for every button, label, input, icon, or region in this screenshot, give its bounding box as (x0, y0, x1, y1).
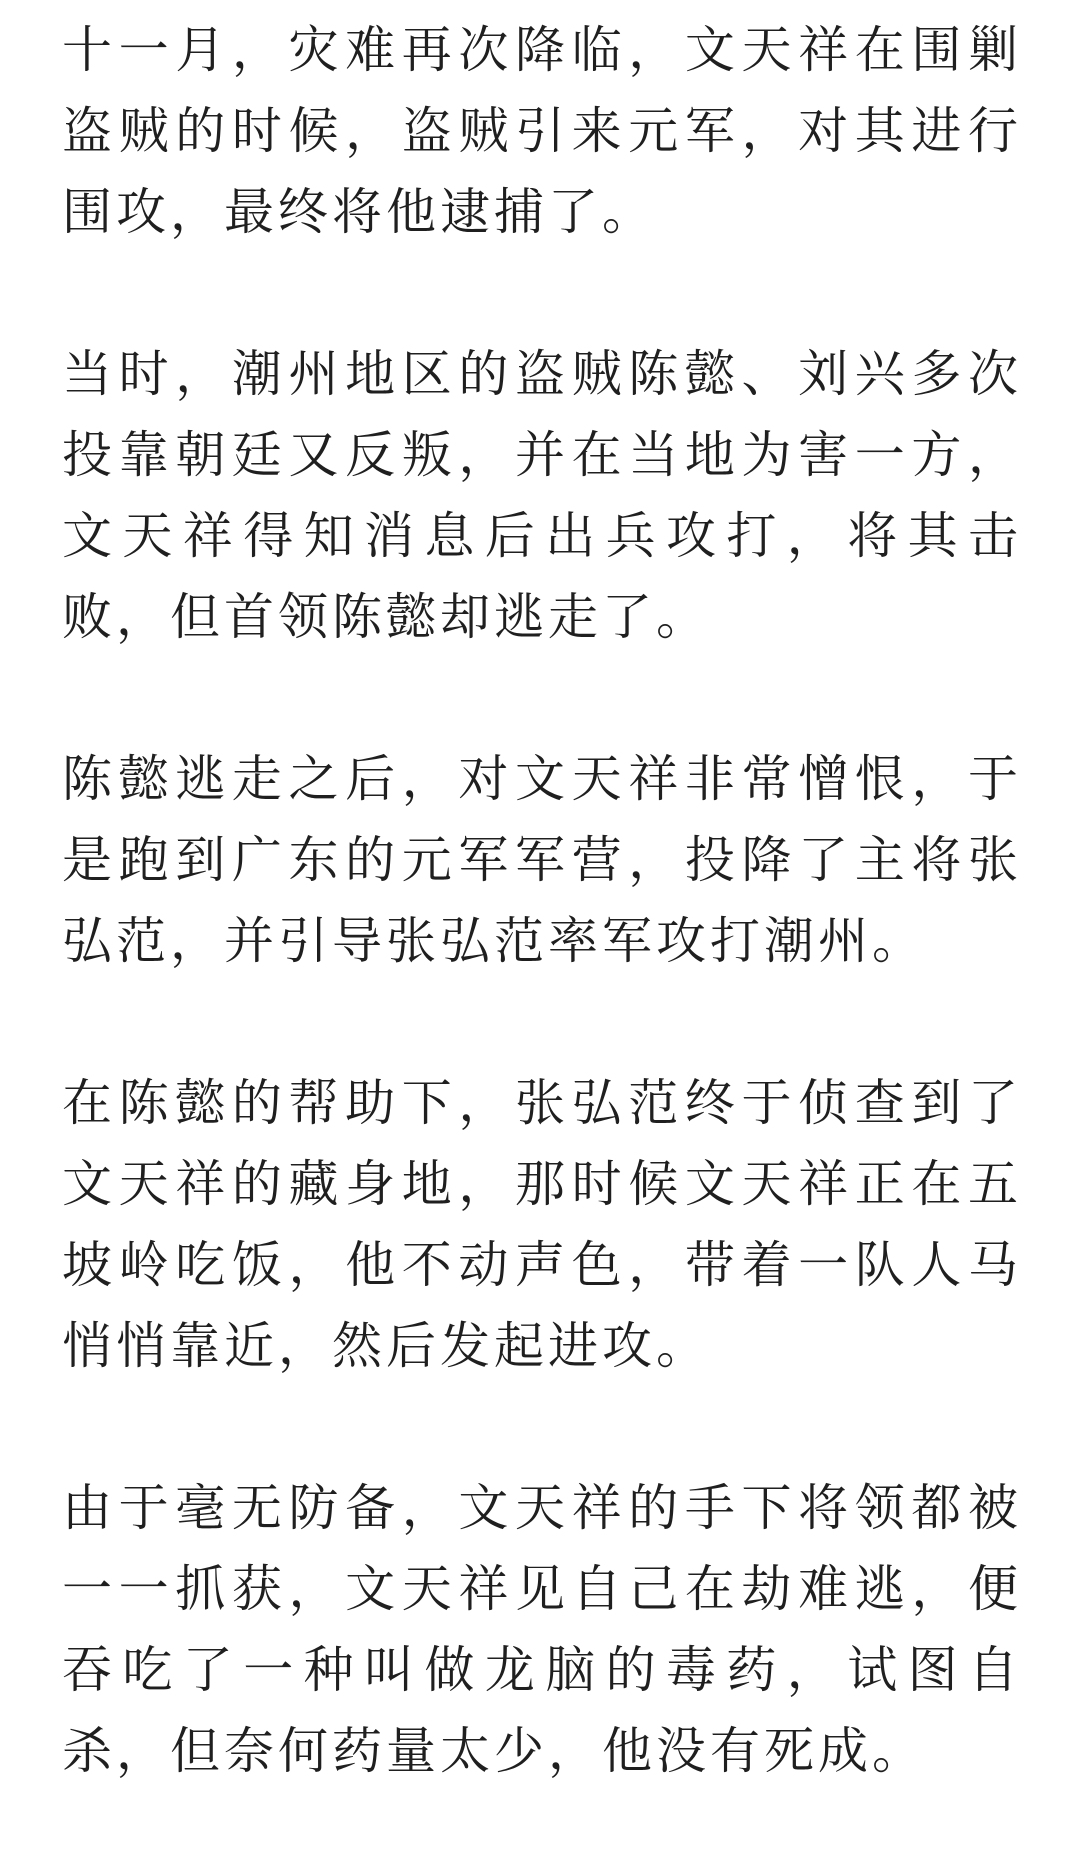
paragraph: 陈懿逃走之后，对文天祥非常憎恨，于是跑到广东的元军军营，投降了主将张弘范，并引导张弘范率军攻打潮州。 (62, 750, 1022, 970)
article-body (62, 10, 1022, 1873)
paragraph: 十一月，灾难再次降临，文天祥在围剿盗贼的时候，盗贼引来元军，对其进行围攻，最终将他逮捕了。 (62, 21, 1022, 241)
paragraph: 由于毫无防备，文天祥的手下将领都被一一抓获，文天祥见自己在劫难逃，便吞吃了一种叫做龙脑的毒药，试图自杀，但奈何药量太少，他没有死成。 (62, 1479, 1022, 1780)
paragraph: 在陈懿的帮助下，张弘范终于侦查到了文天祥的藏身地，那时候文天祥正在五坡岭吃饭，他不动声色，带着一队人马悄悄靠近，然后发起进攻。 (62, 1074, 1022, 1375)
paragraph: 当时，潮州地区的盗贼陈懿、刘兴多次投靠朝廷又反叛，并在当地为害一方，文天祥得知消息后出兵攻打，将其击败，但首领陈懿却逃走了。 (62, 345, 1022, 646)
